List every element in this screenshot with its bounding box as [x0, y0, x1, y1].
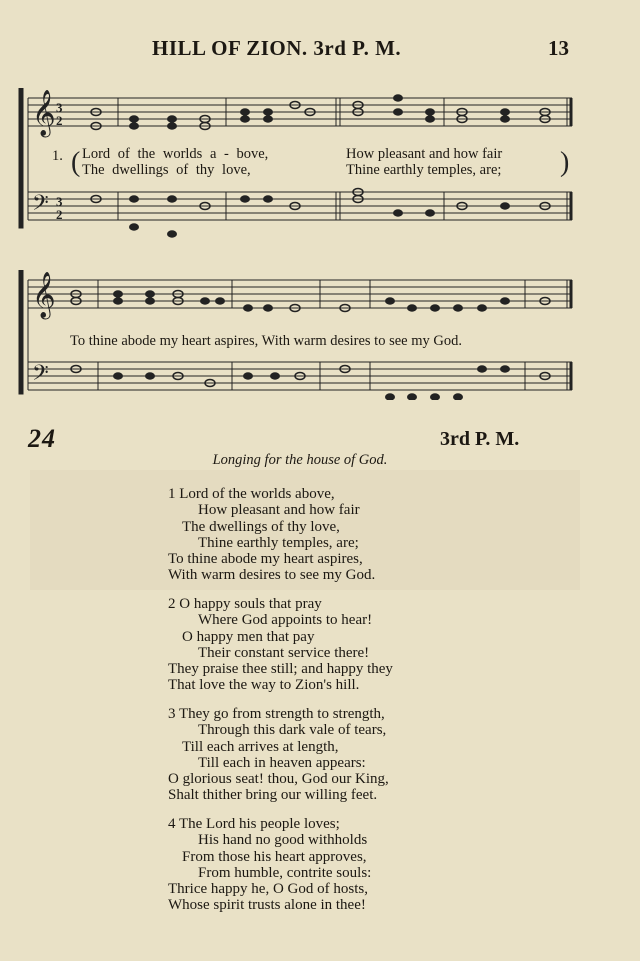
page-header [0, 36, 640, 66]
bass-clef-icon: 𝄢 [32, 361, 49, 391]
stanza-line: 2 O happy souls that pray [168, 596, 322, 612]
system-bracket [19, 88, 23, 228]
verse-number: 1. [52, 148, 63, 164]
stanza-line: His hand no good withholds [198, 832, 368, 849]
svg-text:3: 3 [56, 194, 63, 209]
stanza-line: They praise thee still; and happy they [168, 661, 393, 678]
hymn-number: 24 [28, 424, 56, 453]
svg-text:2: 2 [56, 207, 63, 222]
stanza-1 [168, 486, 488, 584]
stanza-line: Shalt thither bring our willing feet. [168, 787, 378, 804]
page-number: 13 [548, 36, 569, 60]
stanza-line: 1 Lord of the worlds above, [168, 486, 335, 502]
treble-clef-icon: 𝄞 [32, 272, 56, 318]
stanza-line: Whose spirit trusts alone in thee! [168, 897, 366, 914]
stanza-line: 3 They go from strength to strength, [168, 706, 385, 722]
lyric-line-2: The dwellings of thy love, [82, 162, 251, 178]
page-title: HILL OF ZION. 3rd P. M. [152, 36, 402, 60]
stanza-line: The dwellings of thy love, [182, 518, 340, 535]
stanza-line: To thine abode my heart aspires, [168, 551, 363, 568]
svg-text:2: 2 [56, 113, 63, 128]
stanza-4 [168, 816, 488, 914]
lyric-line-3: To thine abode my heart aspires, With warm desires to see my God. [70, 333, 462, 349]
stanza-3 [168, 706, 488, 804]
stanza-line: With warm desires to see my God. [168, 567, 376, 584]
stanza-line: How pleasant and how fair [198, 502, 360, 519]
svg-text:): ) [560, 147, 570, 178]
svg-text:3: 3 [56, 100, 63, 115]
stanza-line: Where God appoints to hear! [198, 612, 373, 629]
stanza-line: O happy men that pay [182, 628, 315, 645]
stanza-line: 4 The Lord his people loves; [168, 816, 340, 832]
hymn-meter: 3rd P. M. [440, 428, 520, 450]
stanza-line: Their constant service there! [198, 644, 370, 661]
bass-clef-icon: 𝄢 [32, 191, 49, 221]
stanza-line: O glorious seat! thou, God our King, [168, 771, 389, 788]
stanza-line: That love the way to Zion's hill. [168, 677, 360, 694]
stanza-line: Till each in heaven appears: [198, 754, 366, 771]
lyric-line-1b: How pleasant and how fair [346, 146, 503, 162]
lyric-line-2b: Thine earthly temples, are; [346, 162, 502, 178]
stanza-line: Through this dark vale of tears, [198, 722, 387, 739]
stanza-line: Till each arrives at length, [182, 738, 339, 755]
svg-text:(: ( [71, 147, 81, 178]
treble-clef-icon: 𝄞 [32, 90, 56, 136]
stanza-line: From humble, contrite souls: [198, 864, 372, 881]
stanza-2 [168, 596, 488, 694]
hymn-subtitle: Longing for the house of God. [212, 452, 388, 468]
stanza-line: From those his heart approves, [182, 848, 367, 865]
stanza-line: Thrice happy he, O God of hosts, [168, 881, 368, 898]
stanza-line: Thine earthly temples, are; [198, 534, 359, 551]
lyric-line-1: Lord of the worlds a - bove, [82, 146, 269, 162]
